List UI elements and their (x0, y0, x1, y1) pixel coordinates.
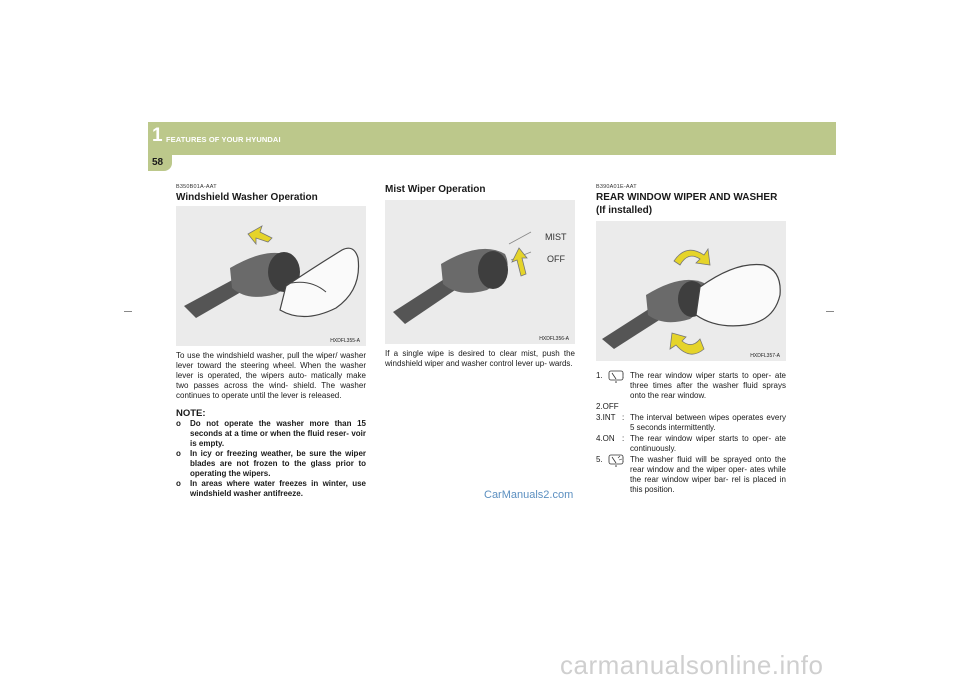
windshield-washer-section (176, 184, 366, 499)
rear-wiper-section (596, 184, 786, 495)
watermark-carmanuals2[interactable]: CarManuals2.com (484, 489, 574, 501)
chapter-number: 1 (152, 125, 163, 146)
list-item: 2.OFF (596, 402, 619, 411)
section-heading: Mist Wiper Operation (385, 184, 486, 195)
figure-caption: HXDFL355-A (330, 338, 360, 344)
rear-wiper-figure (596, 221, 786, 361)
page-number: 58 (152, 157, 164, 168)
section-code: B390A01E-AAT (596, 184, 637, 190)
chapter-title: FEATURES OF YOUR HYUNDAI (166, 135, 281, 144)
mist-label: MIST (545, 232, 567, 242)
figure-caption: HXDFL357-A (750, 353, 780, 359)
off-label: OFF (547, 254, 565, 264)
mist-body-text: If a single wipe is desired to clear mist, push the windshield wiper and washer control lever up- wards. (385, 349, 575, 368)
section-heading-sub: (If installed) (596, 205, 653, 216)
mist-lever-illustration (385, 200, 575, 344)
figure-caption: HXDFL356-A (539, 336, 569, 342)
washer-lever-illustration (176, 206, 366, 346)
rear-wiper-list (596, 371, 786, 495)
note-item: o Do not operate the washer more than 15 seconds at a time or when the fluid reser- voir is empty. (176, 419, 366, 448)
list-item: 5. : The washer fluid will be sprayed onto the rear window and the wiper oper- ates while the rear window wiper bar- rel is placed in this position. (596, 455, 786, 494)
list-item: 4.ON : The rear window wiper starts to oper- ate continuously. (596, 434, 786, 453)
crop-mark-left (124, 311, 132, 312)
washer-body-text: To use the windshield washer, pull the wiper/ washer lever toward the steering wheel. When the washer lever is operated, the wipers auto- matically make two passes across the wind- shield. The washer continues to operate until the lever is released. (176, 351, 366, 400)
rear-washer-icon (608, 454, 624, 467)
mist-lever-figure (385, 200, 575, 344)
crop-mark-right (826, 311, 834, 312)
note-item: o In areas where water freezes in winter, use windshield washer antifreeze. (176, 479, 366, 498)
mist-wiper-section (385, 184, 575, 369)
note-item: o In icy or freezing weather, be sure the wiper blades are not frozen to the glass prior to operating the wipers. (176, 449, 366, 478)
rear-wiper-illustration (596, 221, 786, 361)
list-item: 3.INT : The interval between wipes operates every 5 seconds intermittently. (596, 413, 786, 432)
section-code: B350B01A-AAT (176, 184, 217, 190)
section-heading: REAR WINDOW WIPER AND WASHER (596, 192, 778, 203)
section-heading: Windshield Washer Operation (176, 192, 318, 203)
note-title: NOTE: (176, 408, 206, 419)
rear-wiper-icon (608, 370, 624, 383)
washer-lever-figure (176, 206, 366, 346)
watermark-carmanualsonline: carmanualsonline.info (560, 650, 824, 680)
list-item: 1. : The rear window wiper starts to oper- ate three times after the washer fluid sprays onto the rear window. (596, 371, 786, 400)
